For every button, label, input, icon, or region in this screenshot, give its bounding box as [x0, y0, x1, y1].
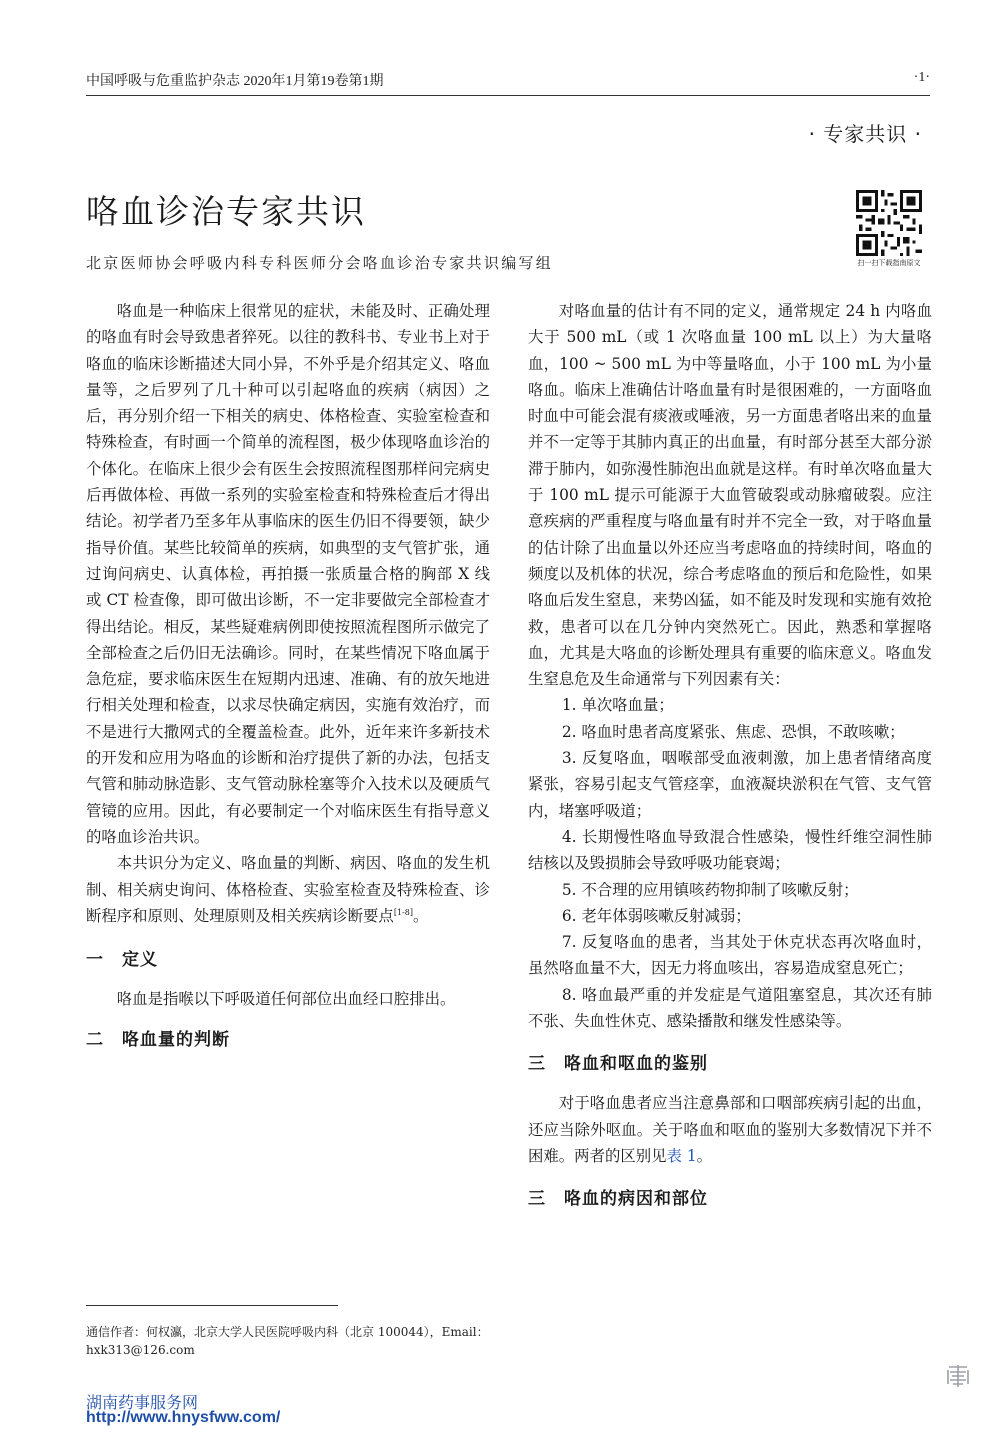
citation-ref[interactable]: [1-8] — [393, 907, 413, 917]
list-item: 6. 老年体弱咳嗽反射减弱； — [561, 906, 751, 925]
watermark-site-name: 湖南药事服务网 — [86, 1393, 199, 1412]
paragraph — [86, 850, 490, 929]
paragraph: 对咯血量的估计有不同的定义，通常规定 24 h 内咯血大于 500 mL（或 1 次咯血量 100 mL 以上）为大量咯血，100 ~ 500 mL 为中等量咯血，小于 100 mL 为小量咯血。临床上准确估计咯血量有时是很困难的，一方面咯血时血中可能会混有痰液或唾液，另一方面患者咯出来的血量并不一定等于其肺内真正的出血量，有时部分甚至大部分淤滞于肺内，如弥漫性肺泡出血就是这样。有时单次咯血量大于 100 mL 提示可能源于大血管破裂或动脉瘤破裂。应注意疾病的严重程度与咯血量有时并不完全一致，对于咯血量的估计除了出血量以外还应当考虑咯血的持续时间，咯血的频度以及机体的状况，综合考虑咯血的预后和危险性，如果咯血后发生窒息，来势凶猛，如不能及时发现和实施有效抢救，患者可以在几分钟内突然死亡。因此，熟悉和掌握咯血，尤其是大咯血的诊断处理具有重要的临床意义。咯血发生窒息危及生命通常与下列因素有关： — [528, 302, 932, 689]
section-heading: 三 咯血的病因和部位 — [528, 1189, 708, 1210]
section-heading: 三 咯血和呕血的鉴别 — [528, 1054, 708, 1075]
article-title: 咯血诊治专家共识 — [86, 192, 366, 231]
paragraph-end: 。 — [412, 906, 429, 925]
footnote-rule — [86, 1305, 338, 1306]
section-heading: 二 咯血量的判断 — [86, 1030, 230, 1051]
author-group: 北京医师协会呼吸内科专科医师分会咯血诊治专家共识编写组 — [86, 254, 554, 272]
table-1-link[interactable]: 表 1 — [666, 1146, 697, 1165]
left-column — [86, 298, 490, 1058]
list-item: 2. 咯血时患者高度紧张、焦虑、恐惧，不敢咳嗽； — [561, 722, 905, 741]
correspondence-footnote: 通信作者：何权瀛，北京大学人民医院呼吸内科（北京 100044），Email：hxk313@126.com — [86, 1325, 489, 1357]
watermark-url-link[interactable]: http://www.hnysfww.com/ — [86, 1409, 281, 1426]
paragraph: 咯血是一种临床上很常见的症状，未能及时、正确处理的咯血有时会导致患者猝死。以往的教科书、专业书上对于咯血的临床诊断描述大同小异，不外乎是介绍其定义、咯血量等，之后罗列了几十种可以引起咯血的疾病（病因）之后，再分别介绍一下相关的病史、体格检查、实验室检查和特殊检查，有时画一个简单的流程图，极少体现咯血诊治的个体化。在临床上很少会有医生会按照流程图那样问完病史后再做体检、再做一系列的实验室检查和特殊检查后才得出结论。初学者乃至多年从事临床的医生仍旧不得要领，缺少指导价值。某些比较简单的疾病，如典型的支气管扩张，通过询问病史、认真体检，再拍摄一张质量合格的胸部 X 线或 CT 检查像，即可做出诊断，不一定非要做完全部检查才得出结论。相反，某些疑难病例即使按照流程图所示做完了全部检查之后仍旧无法确诊。同时，在某些情况下咯血属于急危症，要求临床医生在短期内迅速、准确、有的放矢地进行相关处理和检查，以求尽快确定病因，实施有效治疗，而不是进行大撒网式的全覆盖检查。此外，近年来许多新技术的开发和应用为咯血的诊断和治疗提供了新的办法，包括支气管和肺动脉造影、支气管动脉栓塞等介入技术以及硬质气管镜的应用。因此，有必要制定一个对临床医生有指导意义的咯血诊治共识。 — [86, 302, 490, 846]
publisher-seal-icon — [944, 1362, 972, 1390]
list-item: 3. 反复咯血，咽喉部受血液刺激，加上患者情绪高度紧张，容易引起支气管痉挛，血液凝块淤积在气管、支气管内，堵塞呼吸道； — [528, 749, 932, 820]
list-item: 5. 不合理的应用镇咳药物抑制了咳嗽反射； — [561, 880, 859, 899]
list-item: 4. 长期慢性咯血导致混合性感染，慢性纤维空洞性肺结核以及毁损肺会导致呼吸功能衰竭； — [528, 827, 932, 873]
section-heading: 一 定义 — [86, 950, 158, 971]
list-item: 8. 咯血最严重的并发症是气道阻塞窒息，其次还有肺不张、失血性休克、感染播散和继发性感染等。 — [528, 985, 932, 1031]
paragraph-end: 。 — [696, 1146, 713, 1165]
paragraph: 咯血是指喉以下呼吸道任何部位出血经口腔排出。 — [116, 990, 456, 1009]
list-item: 1. 单次咯血量； — [561, 696, 674, 715]
right-column — [528, 298, 932, 1217]
page-number: ·1· — [913, 70, 930, 85]
list-item: 7. 反复咯血的患者，当其处于休克状态再次咯血时，虽然咯血量不大，因无力将血咳出，容易造成窒息死亡； — [528, 933, 932, 978]
section-tag: · 专家共识 · — [808, 122, 922, 146]
paragraph-text: 本共识分为定义、咯血量的判断、病因、咯血的发生机制、相关病史询问、体格检查、实验室检查及特殊检查、诊断程序和原则、处理原则及相关疾病诊断要点 — [86, 854, 490, 925]
header-rule — [86, 95, 930, 96]
paragraph — [528, 1090, 932, 1169]
qr-code-icon[interactable] — [856, 190, 922, 256]
qr-caption: 扫一扫下载指南原文 — [857, 259, 921, 267]
paragraph-text: 对于咯血患者应当注意鼻部和口咽部疾病引起的出血，还应当除外呕血。关于咯血和呕血的鉴别大多数情况下并不困难。两者的区别见 — [528, 1094, 932, 1165]
journal-header: 中国呼吸与危重监护杂志 2020年1月第19卷第1期 — [86, 74, 384, 89]
